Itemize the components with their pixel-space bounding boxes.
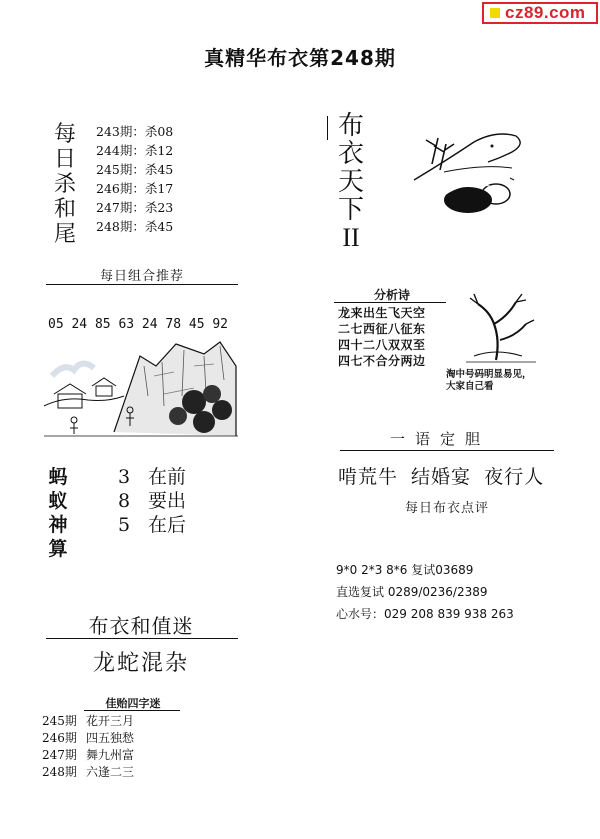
poem-line: 二七西征八征东	[338, 322, 426, 336]
daily-kill-list	[96, 122, 173, 236]
divider	[84, 710, 180, 711]
poem-note	[446, 369, 532, 393]
riddle-text: 六逢二三	[86, 765, 135, 779]
animal-guess-list	[118, 465, 186, 537]
guess-number: 5	[118, 514, 131, 536]
riddle-text: 花开三月	[86, 714, 135, 728]
daily-kill-label-char: 日	[53, 147, 76, 172]
animal-guess-label	[46, 465, 70, 561]
badge-square-icon	[490, 8, 500, 18]
riddle-text: 四五独愁	[86, 731, 135, 745]
right-title-char: 布	[337, 111, 364, 141]
divider	[46, 638, 238, 639]
divider	[327, 116, 328, 140]
guess-number: 8	[118, 490, 131, 512]
tree-illustration	[456, 290, 546, 366]
poem-note-line: 淘中号码明显易见，	[446, 369, 532, 380]
poem-title: 分析诗	[373, 288, 410, 302]
pick-line: 直选复试 0289/0236/2389	[336, 585, 488, 599]
animal-guess-row	[118, 513, 186, 537]
guess-number: 3	[118, 466, 131, 488]
guess-text: 在后	[148, 514, 187, 536]
animal-guess-label-char: 蚁	[48, 490, 68, 512]
daily-kill-label-char: 每	[53, 122, 76, 147]
daily-kill-label	[52, 122, 78, 247]
right-section-title	[336, 112, 366, 252]
period: 245期	[42, 714, 77, 728]
divider	[46, 284, 238, 285]
animal-guess-label-char: 算	[48, 538, 68, 560]
daily-kill-label-char: 尾	[53, 222, 76, 247]
right-title-roman: II	[342, 223, 360, 252]
guess-text: 在前	[148, 466, 187, 488]
kill-item: 245期：杀45	[96, 162, 174, 177]
right-title-char: 衣	[337, 139, 364, 169]
sum-riddle-value: 龙蛇混杂	[92, 651, 189, 676]
number-picks	[336, 559, 514, 625]
daily-comment: 每日布衣点评	[404, 501, 489, 516]
period: 246期	[42, 731, 77, 745]
kill-item: 244期：杀12	[96, 143, 174, 158]
right-title-char: 天	[337, 167, 364, 197]
poem-lines	[338, 305, 426, 369]
guess-text: 要出	[148, 490, 187, 512]
pick-line: 9*0 2*3 8*6 复试03689	[336, 563, 474, 577]
four-char-row	[42, 730, 134, 747]
four-char-row	[42, 747, 134, 764]
poem-line: 四七不合分两边	[338, 354, 426, 368]
mountain-village-illustration	[44, 336, 238, 440]
kill-item: 243期：杀08	[96, 124, 174, 139]
combo-row: 05 24 85 63 24 78 45 92	[48, 317, 229, 332]
watermark-text: cz89.com	[505, 3, 586, 22]
animal-guess-label-char: 蚂	[48, 466, 68, 488]
divider	[334, 302, 446, 303]
daily-kill-label-char: 杀	[53, 172, 76, 197]
four-char-row	[42, 764, 134, 781]
animal-guess-row	[118, 465, 186, 489]
one-sentence-text: 啃荒牛 结婚宴 夜行人	[338, 466, 545, 488]
landscape-illustration	[404, 122, 534, 222]
animal-guess-label-char: 神	[48, 514, 68, 536]
poem-line: 四十二八双双至	[338, 338, 426, 352]
page-title: 真精华布衣第248期	[204, 46, 396, 70]
right-title-char: 下	[337, 195, 364, 225]
four-char-title: 佳贻四字迷	[105, 697, 161, 710]
animal-guess-row	[118, 489, 186, 513]
poem-line: 龙来出生飞天空	[338, 306, 426, 320]
period: 247期	[42, 748, 77, 762]
combo-title: 每日组合推荐	[99, 269, 184, 284]
one-sentence-title: 一语定胆	[389, 430, 490, 448]
daily-kill-label-char: 和	[53, 197, 76, 222]
period: 248期	[42, 765, 77, 779]
sum-riddle-title: 布衣和值迷	[88, 614, 194, 638]
four-char-list	[42, 713, 134, 781]
divider	[340, 450, 554, 451]
four-char-row	[42, 713, 134, 730]
kill-item: 247期：杀23	[96, 200, 174, 215]
poem-note-line: 大家自己看	[446, 381, 494, 392]
watermark-badge	[482, 2, 598, 24]
riddle-text: 舞九州富	[86, 748, 135, 762]
kill-item: 246期：杀17	[96, 181, 174, 196]
pick-line: 心水号：029 208 839 938 263	[336, 607, 514, 621]
kill-item: 248期：杀45	[96, 219, 174, 234]
